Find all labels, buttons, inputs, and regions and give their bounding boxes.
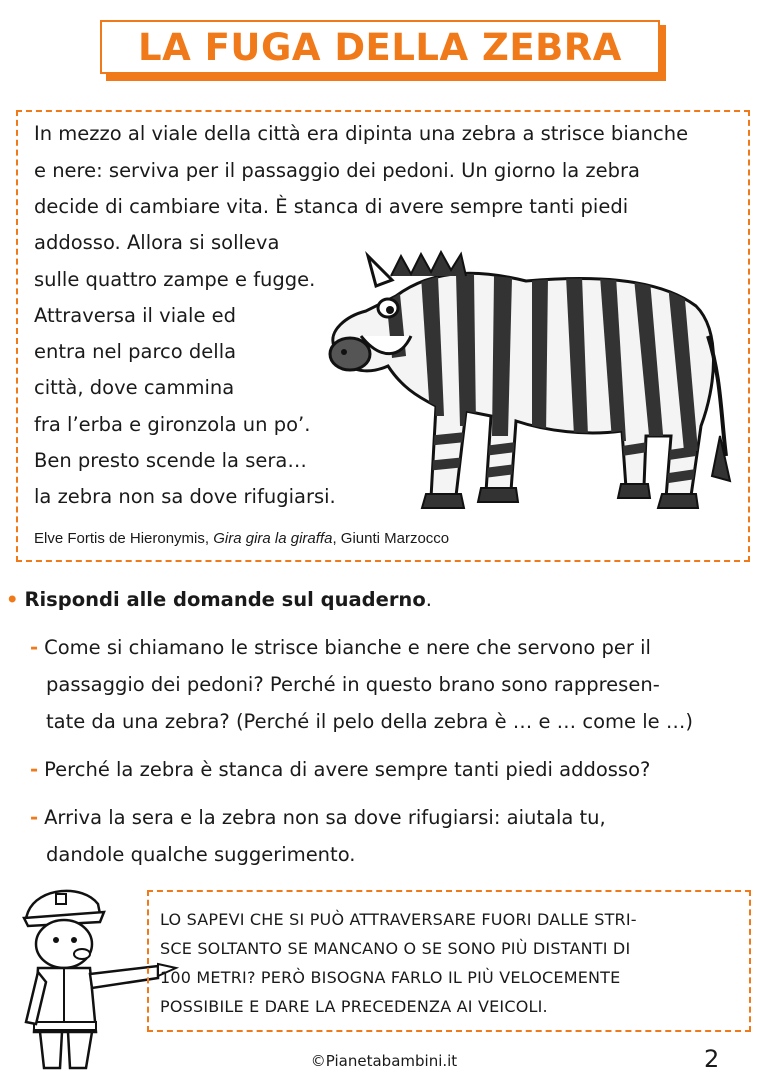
question-3 bbox=[30, 806, 606, 829]
story-line: fra l’erba e gironzola un po’. bbox=[34, 413, 311, 436]
info-line: SCE SOLTANTO SE MANCANO O SE SONO PIÙ DISTANTI DI bbox=[160, 939, 631, 958]
info-line: POSSIBILE E DARE LA PRECEDENZA AI VEICOLI. bbox=[160, 997, 548, 1016]
citation-publisher: , Giunti Marzocco bbox=[332, 530, 450, 547]
title-box bbox=[100, 20, 660, 74]
story-line: Attraversa il viale ed bbox=[34, 304, 237, 327]
page-number: 2 bbox=[704, 1045, 720, 1073]
bullet-icon: • bbox=[6, 588, 19, 611]
instruction-end: . bbox=[425, 588, 432, 611]
zebra-illustration bbox=[326, 236, 736, 536]
story-line: e nere: serviva per il passaggio dei pedoni. Un giorno la zebra bbox=[34, 159, 640, 182]
dash-icon: - bbox=[30, 636, 39, 659]
question-1 bbox=[30, 636, 651, 659]
question-line: dandole qualche suggerimento. bbox=[46, 843, 356, 866]
question-line: Perché la zebra è stanca di avere sempre tanti piedi addosso? bbox=[44, 758, 651, 781]
story-line: In mezzo al viale della città era dipinta una zebra a strisce bianche bbox=[34, 122, 689, 145]
question-line: Come si chiamano le strisce bianche e nere che servono per il bbox=[44, 636, 651, 659]
story-line: Ben presto scende la sera… bbox=[34, 449, 307, 472]
instruction bbox=[6, 588, 432, 611]
question-line: tate da una zebra? (Perché il pelo della zebra è … e … come le …) bbox=[46, 710, 693, 733]
page-title: LA FUGA DELLA ZEBRA bbox=[138, 25, 622, 69]
story-line: addosso. Allora si solleva bbox=[34, 231, 280, 254]
story-line: la zebra non sa dove rifugiarsi. bbox=[34, 485, 336, 508]
story-line: entra nel parco della bbox=[34, 340, 237, 363]
citation-title: Gira gira la giraffa bbox=[213, 530, 333, 547]
dash-icon: - bbox=[30, 758, 39, 781]
question-line: passaggio dei pedoni? Perché in questo brano sono rappresen- bbox=[46, 673, 660, 696]
instruction-text: Rispondi alle domande sul quaderno bbox=[24, 588, 426, 611]
story-line: città, dove cammina bbox=[34, 376, 235, 399]
footer-site: ©Pianetabambini.it bbox=[310, 1052, 458, 1070]
info-line: LO SAPEVI CHE SI PUÒ ATTRAVERSARE FUORI DALLE STRI- bbox=[160, 910, 637, 929]
dash-icon: - bbox=[30, 806, 39, 829]
info-line: 100 METRI? PERÒ BISOGNA FARLO IL PIÙ VELOCEMENTE bbox=[160, 968, 621, 987]
story-line: decide di cambiare vita. È stanca di avere sempre tanti piedi bbox=[34, 195, 629, 218]
question-2 bbox=[30, 758, 650, 781]
story-line: sulle quattro zampe e fugge. bbox=[34, 268, 316, 291]
citation-author: Elve Fortis de Hieronymis, bbox=[34, 530, 214, 547]
question-line: Arriva la sera e la zebra non sa dove rifugiarsi: aiutala tu, bbox=[44, 806, 606, 829]
